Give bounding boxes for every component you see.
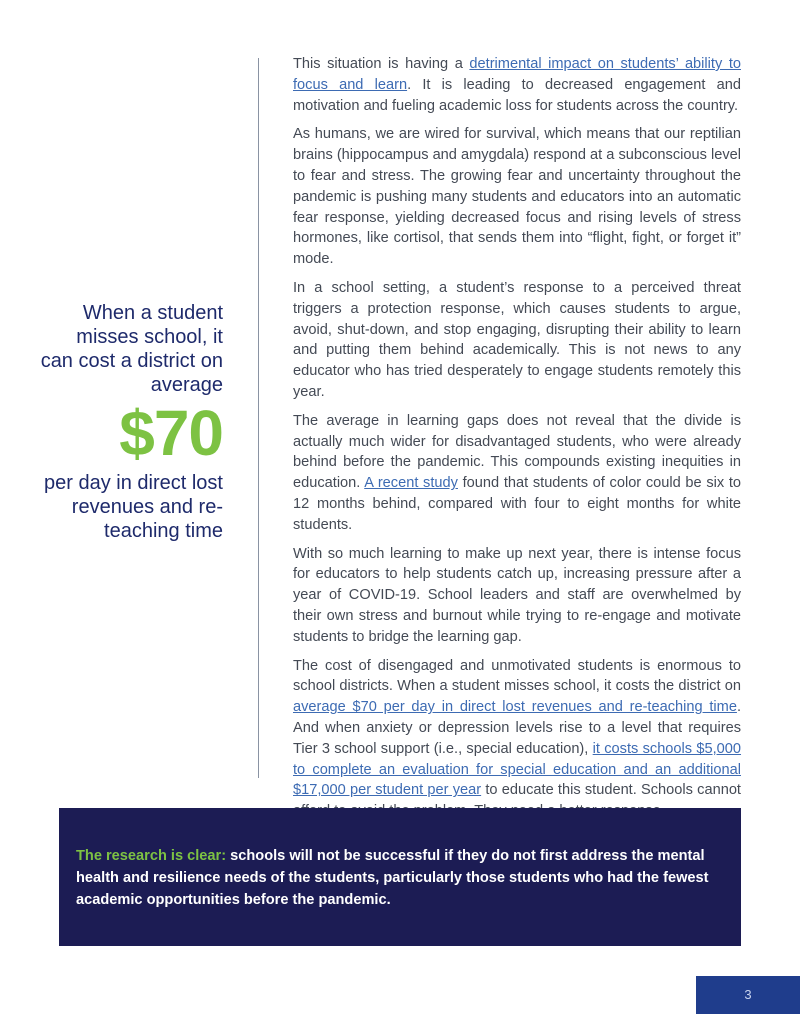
pull-quote-stat: $70 xyxy=(119,397,223,469)
recent-study-link[interactable]: A recent study xyxy=(364,475,458,492)
research-callout xyxy=(59,808,741,946)
paragraph: The average in learning gaps does not reveal that the divide is actually much wider for disadvantaged students, who were already behind before the pandemic. This compounds existing inequities in education. A recent study found that students of color could be six to 12 months behind, compared with four to eight months for white students. xyxy=(293,412,741,533)
special-education-cost-link[interactable]: it costs schools $5,000 to complete an evaluation for special education and an additional $17,000 per student per year xyxy=(293,740,742,799)
paragraph: With so much learning to make up next year, there is intense focus for educators to help students catch up, increasing pressure after a year of COVID-19. School leaders and staff are overwhelmed by their own stress and burnout while trying to re-engage and motivate students to bridge the learning gap. xyxy=(293,545,741,645)
paragraph: In a school setting, a student’s response to a perceived threat triggers a protection response, which causes students to argue, avoid, shut-down, and stop engaging, disrupting their ability to learn and putting them behind academically. This is not news to any educator who has tried desperately to engage students remotely this year. xyxy=(293,279,741,400)
lost-revenue-link[interactable]: average $70 per day in direct lost revenues and re-teaching time xyxy=(293,699,737,716)
callout-lead: The research is clear: xyxy=(76,848,227,864)
pull-quote-intro: When a student misses school, it can cost a district on average xyxy=(40,302,223,396)
paragraph: As humans, we are wired for survival, which means that our reptilian brains (hippocampus and amygdala) respond at a subconscious level to fear and stress. The growing fear and uncertainty throughout the pandemic is pushing many students and educators into an automatic fear response, yielding decreased focus and rising levels of stress hormones, like cortisol, that sends them into “flight, fight, or forget it” mode. xyxy=(293,126,741,268)
callout-text: schools will not be successful if they do not first address the mental health and resilience needs of the students, particularly those students who had the fewest academic opportunities before the pandemic. xyxy=(76,848,709,908)
pull-quote-outro: per day in direct lost revenues and re-teaching time xyxy=(44,472,223,542)
paragraph: This situation is having a detrimental impact on students’ ability to focus and learn. It is leading to decreased engagement and motivation and fueling academic loss for students across the country. xyxy=(293,56,742,114)
page-number: 3 xyxy=(696,976,800,1014)
paragraph: The cost of disengaged and unmotivated students is enormous to school districts. When a student misses school, it costs the district on average $70 per day in direct lost revenues and re-teaching time. And when anxiety or depression levels rise to a level that requires Tier 3 school support (i.e., special education), it costs schools $5,000 to complete an evaluation for special education and an additional $17,000 per student per year to educate this student. Schools cannot xyxy=(293,657,742,799)
vertical-divider xyxy=(258,58,259,778)
pull-quote xyxy=(40,301,223,543)
article-body xyxy=(293,54,741,830)
impact-link[interactable]: detrimental impact on students’ ability to focus and learn xyxy=(293,56,741,93)
